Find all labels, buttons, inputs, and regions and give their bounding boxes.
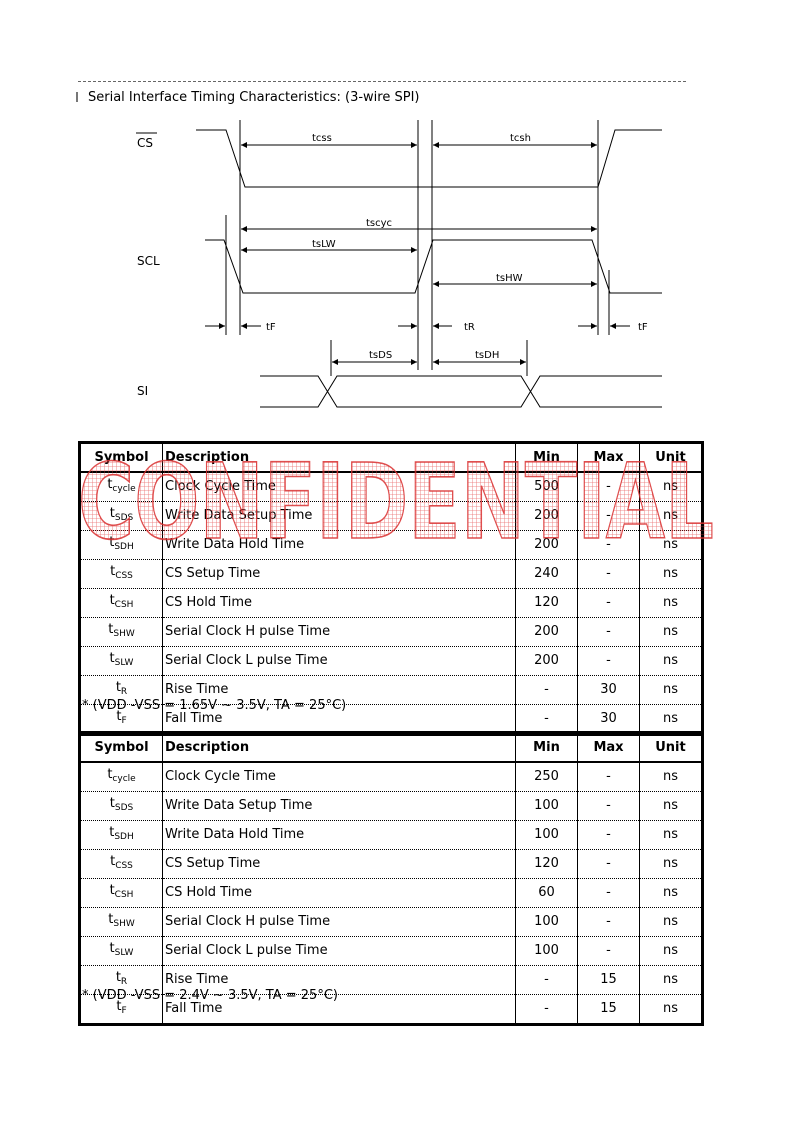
max-cell: - bbox=[578, 879, 640, 908]
min-cell: 120 bbox=[516, 589, 578, 618]
symbol-subscript: SLW bbox=[114, 658, 134, 668]
table-header-row bbox=[80, 443, 703, 473]
description-cell: Rise Time bbox=[163, 966, 516, 995]
min-cell: 200 bbox=[516, 618, 578, 647]
description-cell: CS Setup Time bbox=[163, 560, 516, 589]
description-cell: Fall Time bbox=[163, 995, 516, 1025]
min-cell: 100 bbox=[516, 937, 578, 966]
symbol-base: t bbox=[107, 767, 113, 782]
unit-cell: ns bbox=[640, 560, 703, 589]
timing-table-2 bbox=[78, 731, 704, 1026]
symbol-subscript: CSH bbox=[114, 600, 134, 610]
table-row bbox=[80, 762, 703, 792]
symbol-subscript: F bbox=[121, 1006, 127, 1016]
description-cell: Serial Clock H pulse Time bbox=[163, 618, 516, 647]
max-cell: - bbox=[578, 472, 640, 502]
symbol-cell bbox=[80, 502, 163, 531]
max-cell: 15 bbox=[578, 966, 640, 995]
symbol-subscript: SDS bbox=[114, 803, 134, 813]
max-cell: - bbox=[578, 908, 640, 937]
symbol-subscript: SHW bbox=[113, 629, 135, 639]
scl-signal-label: SCL bbox=[137, 254, 160, 268]
unit-cell: ns bbox=[640, 995, 703, 1025]
symbol-base: t bbox=[109, 593, 115, 608]
symbol-subscript: cycle bbox=[112, 774, 136, 784]
unit-cell: ns bbox=[640, 908, 703, 937]
description-cell: Write Data Hold Time bbox=[163, 531, 516, 560]
symbol-subscript: SDH bbox=[114, 542, 134, 552]
table-row bbox=[80, 472, 703, 502]
si-signal-label: SI bbox=[137, 384, 149, 398]
symbol-cell bbox=[80, 531, 163, 560]
col-min-header: Min bbox=[516, 443, 578, 473]
min-cell: - bbox=[516, 966, 578, 995]
tsdh-label: tsDH bbox=[475, 350, 500, 361]
timing-diagram bbox=[0, 0, 794, 430]
max-cell: - bbox=[578, 589, 640, 618]
symbol-cell bbox=[80, 850, 163, 879]
symbol-subscript: SLW bbox=[114, 948, 134, 958]
description-cell: Write Data Setup Time bbox=[163, 502, 516, 531]
unit-cell: ns bbox=[640, 589, 703, 618]
unit-cell: ns bbox=[640, 705, 703, 735]
min-cell: 60 bbox=[516, 879, 578, 908]
description-cell: CS Hold Time bbox=[163, 879, 516, 908]
unit-cell: ns bbox=[640, 676, 703, 705]
description-cell: CS Setup Time bbox=[163, 850, 516, 879]
min-cell: 100 bbox=[516, 792, 578, 821]
table-row bbox=[80, 647, 703, 676]
symbol-base: t bbox=[108, 622, 114, 637]
col-description-header: Description bbox=[163, 733, 516, 763]
description-cell: Write Data Hold Time bbox=[163, 821, 516, 850]
table-row bbox=[80, 618, 703, 647]
col-description-header: Description bbox=[163, 443, 516, 473]
tcsh-label: tcsh bbox=[510, 133, 531, 144]
table-row bbox=[80, 850, 703, 879]
table-row bbox=[80, 792, 703, 821]
table-header-row bbox=[80, 733, 703, 763]
description-cell: CS Hold Time bbox=[163, 589, 516, 618]
symbol-subscript: R bbox=[120, 687, 128, 697]
table-row bbox=[80, 589, 703, 618]
symbol-cell bbox=[80, 589, 163, 618]
col-min-header: Min bbox=[516, 733, 578, 763]
symbol-base: t bbox=[109, 825, 115, 840]
tscyc-label: tscyc bbox=[366, 218, 393, 229]
table-row bbox=[80, 560, 703, 589]
tsds-label: tsDS bbox=[369, 350, 393, 361]
max-cell: - bbox=[578, 792, 640, 821]
max-cell: - bbox=[578, 647, 640, 676]
tcss-label: tcss bbox=[312, 133, 332, 144]
symbol-base: t bbox=[115, 970, 121, 985]
section-heading-text: Serial Interface Timing Characteristics: (3-wire SPI) bbox=[88, 90, 420, 105]
table1-note: * (VDD -VSS = 1.65V ~ 3.5V, TA = 25°C) bbox=[82, 698, 347, 713]
symbol-base: t bbox=[109, 506, 115, 521]
cs-signal-label: CS bbox=[137, 136, 153, 150]
min-cell: 120 bbox=[516, 850, 578, 879]
col-unit-header: Unit bbox=[640, 733, 703, 763]
unit-cell: ns bbox=[640, 879, 703, 908]
symbol-base: t bbox=[110, 854, 116, 869]
min-cell: 200 bbox=[516, 647, 578, 676]
min-cell: 250 bbox=[516, 762, 578, 792]
symbol-base: t bbox=[116, 999, 122, 1014]
symbol-base: t bbox=[109, 535, 115, 550]
max-cell: - bbox=[578, 937, 640, 966]
scl-waveform bbox=[205, 240, 662, 293]
symbol-cell bbox=[80, 560, 163, 589]
symbol-base: t bbox=[109, 651, 115, 666]
symbol-subscript: F bbox=[121, 716, 127, 726]
symbol-subscript: SDH bbox=[114, 832, 134, 842]
symbol-subscript: CSS bbox=[115, 861, 133, 871]
symbol-base: t bbox=[116, 709, 122, 724]
symbol-subscript: SDS bbox=[114, 513, 134, 523]
description-cell: Serial Clock L pulse Time bbox=[163, 937, 516, 966]
tr-label: tR bbox=[464, 322, 475, 333]
max-cell: 30 bbox=[578, 705, 640, 735]
tshw-label: tsHW bbox=[496, 273, 523, 284]
col-symbol-header: Symbol bbox=[80, 733, 163, 763]
watermark-text: CONFIDENTIAL bbox=[78, 446, 714, 550]
unit-cell: ns bbox=[640, 792, 703, 821]
min-cell: 200 bbox=[516, 531, 578, 560]
unit-cell: ns bbox=[640, 502, 703, 531]
symbol-subscript: R bbox=[120, 977, 128, 987]
symbol-base: t bbox=[109, 883, 115, 898]
min-cell: - bbox=[516, 676, 578, 705]
table-row bbox=[80, 502, 703, 531]
tslw-label: tsLW bbox=[312, 239, 336, 250]
max-cell: - bbox=[578, 821, 640, 850]
symbol-base: t bbox=[108, 912, 114, 927]
symbol-base: t bbox=[115, 680, 121, 695]
unit-cell: ns bbox=[640, 531, 703, 560]
symbol-cell bbox=[80, 937, 163, 966]
description-cell: Serial Clock H pulse Time bbox=[163, 908, 516, 937]
description-cell: Write Data Setup Time bbox=[163, 792, 516, 821]
symbol-subscript: CSH bbox=[114, 890, 134, 900]
tf-label-left: tF bbox=[266, 322, 276, 333]
tf-label-right: tF bbox=[638, 322, 648, 333]
max-cell: - bbox=[578, 850, 640, 879]
symbol-cell bbox=[80, 879, 163, 908]
symbol-base: t bbox=[107, 477, 113, 492]
table-row bbox=[80, 908, 703, 937]
description-cell: Fall Time bbox=[163, 705, 516, 735]
symbol-base: t bbox=[110, 564, 116, 579]
min-cell: 200 bbox=[516, 502, 578, 531]
timing-table-1 bbox=[78, 441, 704, 736]
max-cell: - bbox=[578, 560, 640, 589]
max-cell: - bbox=[578, 531, 640, 560]
symbol-cell bbox=[80, 908, 163, 937]
symbol-subscript: cycle bbox=[112, 484, 136, 494]
min-cell: - bbox=[516, 705, 578, 735]
min-cell: - bbox=[516, 995, 578, 1025]
unit-cell: ns bbox=[640, 850, 703, 879]
unit-cell: ns bbox=[640, 618, 703, 647]
symbol-cell bbox=[80, 647, 163, 676]
min-cell: 240 bbox=[516, 560, 578, 589]
description-cell: Rise Time bbox=[163, 676, 516, 705]
table-row bbox=[80, 531, 703, 560]
symbol-base: t bbox=[109, 941, 115, 956]
unit-cell: ns bbox=[640, 937, 703, 966]
description-cell: Clock Cycle Time bbox=[163, 762, 516, 792]
symbol-base: t bbox=[109, 796, 115, 811]
unit-cell: ns bbox=[640, 647, 703, 676]
symbol-cell bbox=[80, 792, 163, 821]
symbol-cell bbox=[80, 762, 163, 792]
symbol-subscript: CSS bbox=[115, 571, 133, 581]
cs-waveform bbox=[196, 130, 662, 187]
unit-cell: ns bbox=[640, 762, 703, 792]
unit-cell: ns bbox=[640, 966, 703, 995]
max-cell: - bbox=[578, 502, 640, 531]
description-cell: Serial Clock L pulse Time bbox=[163, 647, 516, 676]
description-cell: Clock Cycle Time bbox=[163, 472, 516, 502]
col-max-header: Max bbox=[578, 733, 640, 763]
max-cell: - bbox=[578, 618, 640, 647]
unit-cell: ns bbox=[640, 821, 703, 850]
min-cell: 100 bbox=[516, 908, 578, 937]
max-cell: 15 bbox=[578, 995, 640, 1025]
max-cell: 30 bbox=[578, 676, 640, 705]
symbol-subscript: SHW bbox=[113, 919, 135, 929]
max-cell: - bbox=[578, 762, 640, 792]
col-symbol-header: Symbol bbox=[80, 443, 163, 473]
min-cell: 100 bbox=[516, 821, 578, 850]
table-row bbox=[80, 937, 703, 966]
unit-cell: ns bbox=[640, 472, 703, 502]
min-cell: 500 bbox=[516, 472, 578, 502]
symbol-cell bbox=[80, 821, 163, 850]
table-row bbox=[80, 821, 703, 850]
symbol-cell bbox=[80, 472, 163, 502]
col-max-header: Max bbox=[578, 443, 640, 473]
table2-note: * (VDD -VSS = 2.4V ~ 3.5V, TA = 25°C) bbox=[82, 988, 338, 1003]
symbol-cell bbox=[80, 618, 163, 647]
col-unit-header: Unit bbox=[640, 443, 703, 473]
table-row bbox=[80, 879, 703, 908]
